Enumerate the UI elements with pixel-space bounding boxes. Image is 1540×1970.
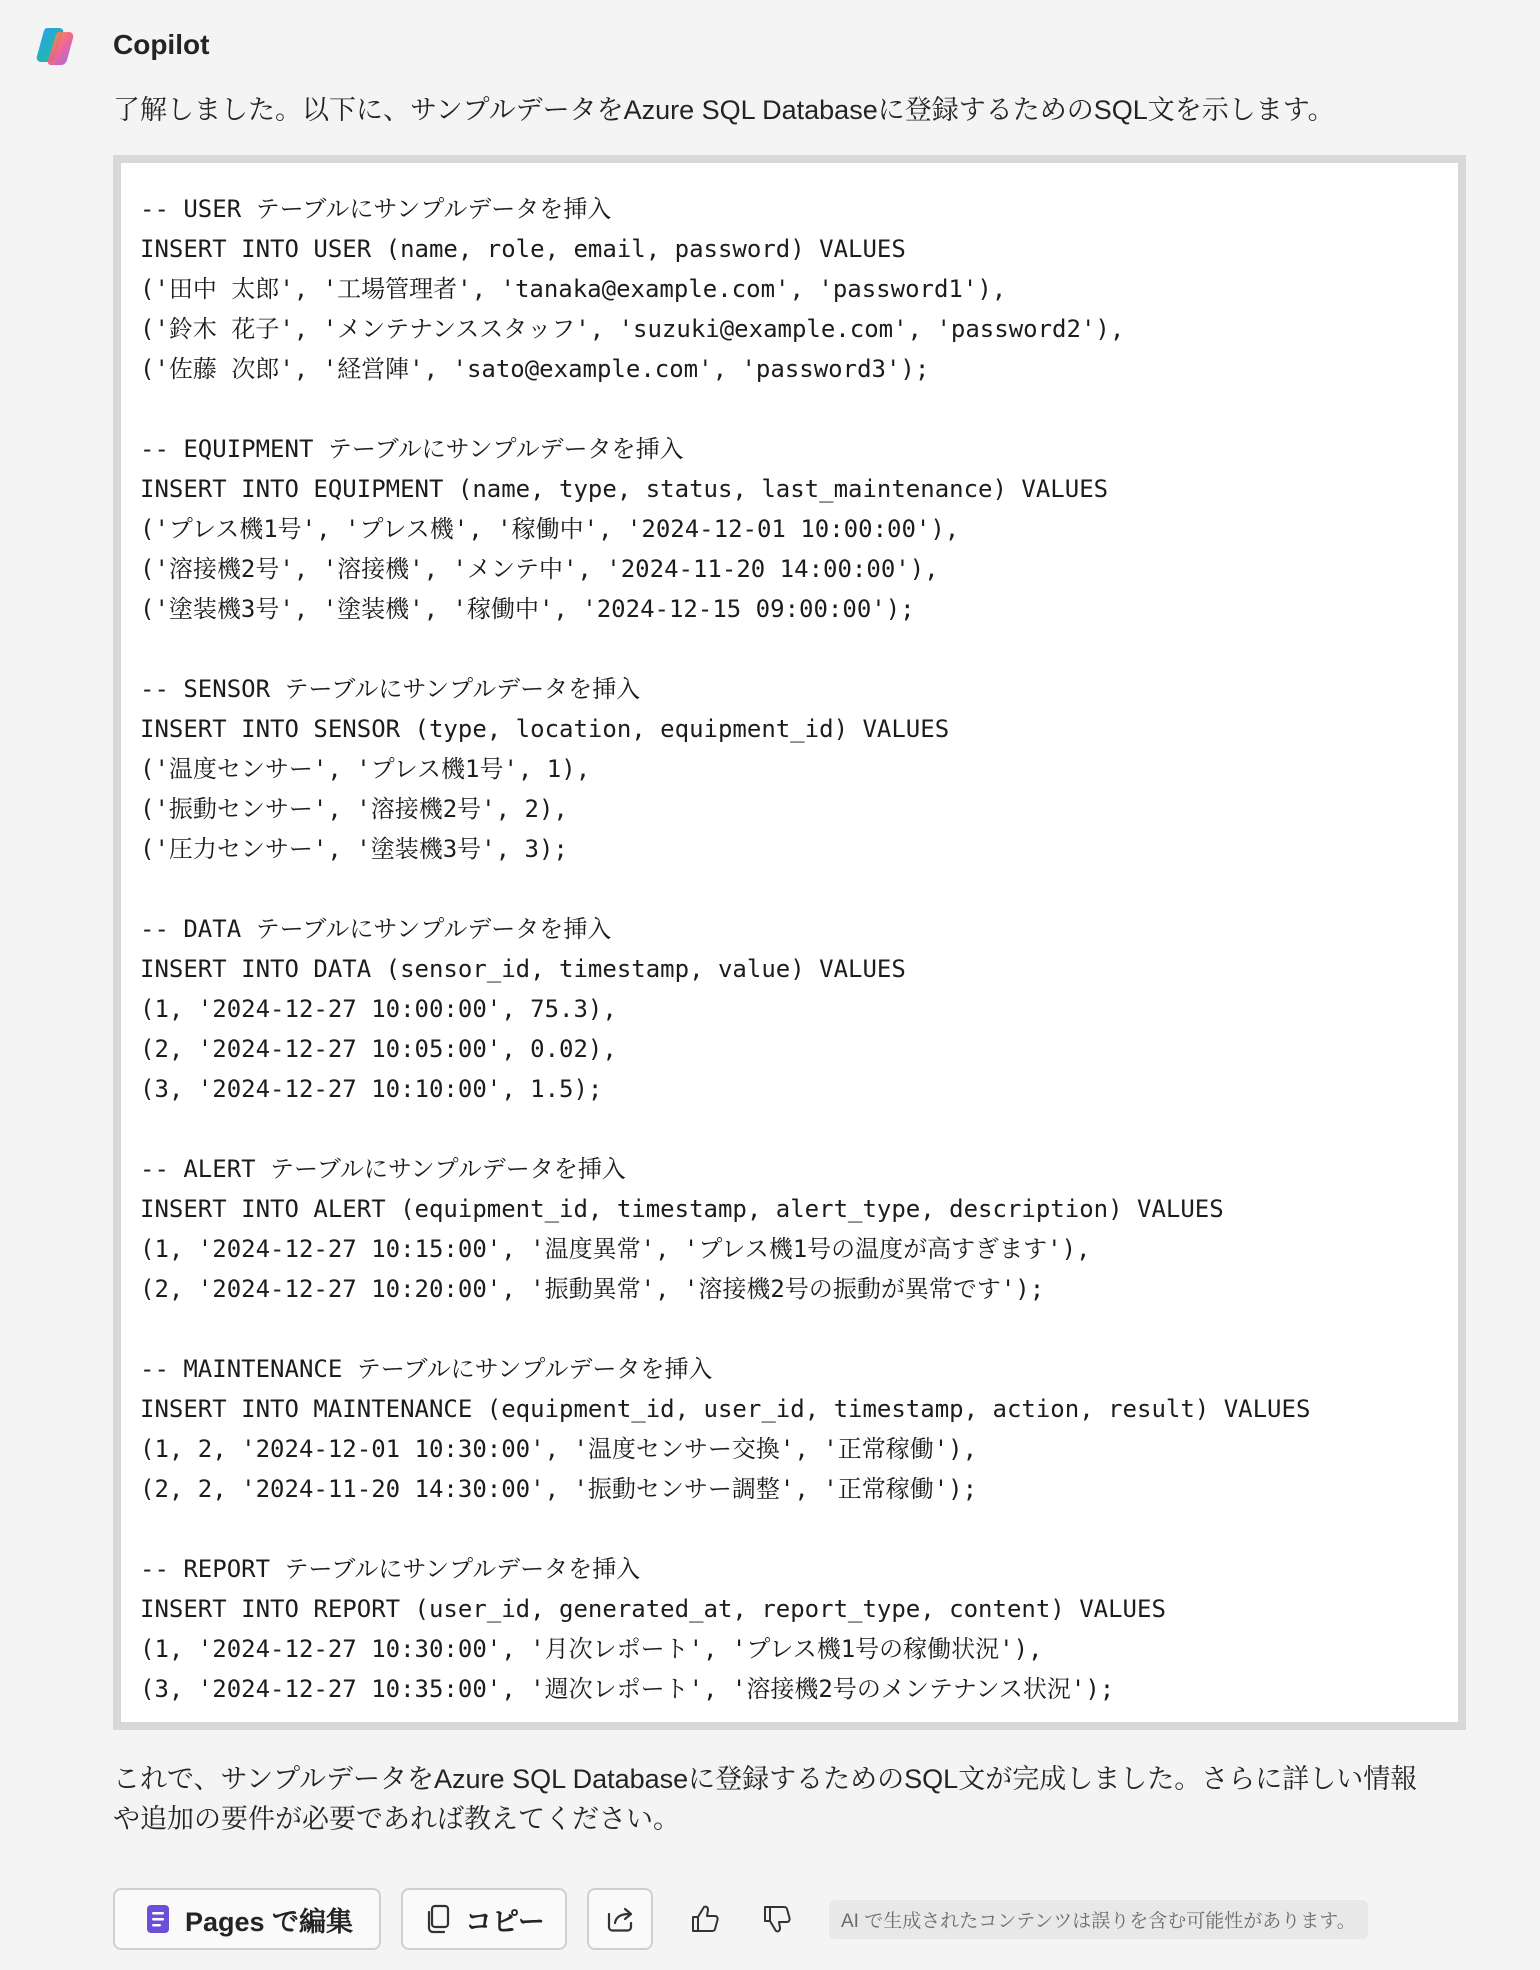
code-blank-line	[140, 1309, 1458, 1349]
code-line: -- DATA テーブルにサンプルデータを挿入	[140, 915, 612, 943]
code-line: ('佐藤 次郎', '経営陣', 'sato@example.com', 'password3');	[140, 355, 930, 383]
code-line: INSERT INTO SENSOR (type, location, equipment_id) VALUES	[140, 715, 950, 743]
code-blank-line	[140, 1109, 1458, 1149]
code-line: ('振動センサー', '溶接機2号', 2),	[140, 795, 568, 823]
code-blank-line	[140, 869, 1458, 909]
response-header	[33, 22, 209, 68]
code-line: (1, '2024-12-27 10:30:00', '月次レポート', 'プレス機1号の稼働状況'),	[140, 1635, 1043, 1663]
code-blank-line	[140, 1509, 1458, 1549]
pages-edit-label: Pages で編集	[185, 1906, 354, 1937]
code-line: (1, '2024-12-27 10:00:00', 75.3),	[140, 995, 617, 1023]
code-line: ('塗装機3号', '塗装機', '稼働中', '2024-12-15 09:00:00');	[140, 595, 915, 623]
action-bar	[113, 1887, 1368, 1951]
pages-edit-button[interactable]	[113, 1888, 381, 1950]
code-line: INSERT INTO USER (name, role, email, password) VALUES	[140, 235, 906, 263]
code-line: -- USER テーブルにサンプルデータを挿入	[140, 195, 612, 223]
intro-text: 了解しました。以下に、サンプルデータをAzure SQL Databaseに登録するためのSQL文を示します。	[113, 95, 1335, 125]
code-line: (1, 2, '2024-12-01 10:30:00', '温度センサー交換', '正常稼働'),	[140, 1435, 978, 1463]
code-line: (3, '2024-12-27 10:35:00', '週次レポート', '溶接機2号のメンテナンス状況');	[140, 1675, 1115, 1703]
share-button[interactable]	[587, 1888, 653, 1950]
thumbs-down-button[interactable]	[749, 1891, 805, 1947]
share-icon	[604, 1904, 636, 1934]
outro-text	[113, 1759, 1463, 1839]
code-line: (2, '2024-12-27 10:05:00', 0.02),	[140, 1035, 617, 1063]
code-blank-line	[140, 389, 1458, 429]
code-blank-line	[140, 629, 1458, 669]
ai-disclaimer: AI で生成されたコンテンツは誤りを含む可能性があります。	[829, 1900, 1368, 1939]
outro-line: これで、サンプルデータをAzure SQL Databaseに登録するためのSQL文が完成しました。さらに詳しい情報	[113, 1764, 1418, 1794]
code-line: ('鈴木 花子', 'メンテナンススタッフ', 'suzuki@example.com', 'password2'),	[140, 315, 1125, 343]
code-line: INSERT INTO ALERT (equipment_id, timestamp, alert_type, description) VALUES	[140, 1195, 1224, 1223]
code-line: -- ALERT テーブルにサンプルデータを挿入	[140, 1155, 626, 1183]
code-line: INSERT INTO EQUIPMENT (name, type, status, last_maintenance) VALUES	[140, 475, 1109, 503]
code-line: -- SENSOR テーブルにサンプルデータを挿入	[140, 675, 641, 703]
code-line: ('圧力センサー', '塗装機3号', 3);	[140, 835, 568, 863]
thumbs-up-button[interactable]	[677, 1891, 733, 1947]
code-line: (2, '2024-12-27 10:20:00', '振動異常', '溶接機2号の振動が異常です');	[140, 1275, 1045, 1303]
code-line: -- MAINTENANCE テーブルにサンプルデータを挿入	[140, 1355, 713, 1383]
code-line: INSERT INTO REPORT (user_id, generated_at, report_type, content) VALUES	[140, 1595, 1166, 1623]
code-line: ('温度センサー', 'プレス機1号', 1),	[140, 755, 591, 783]
code-line: ('溶接機2号', '溶接機', 'メンテ中', '2024-11-20 14:00:00'),	[140, 555, 939, 583]
pages-icon	[145, 1904, 171, 1934]
code-line: -- REPORT テーブルにサンプルデータを挿入	[140, 1555, 641, 1583]
code-line: (3, '2024-12-27 10:10:00', 1.5);	[140, 1075, 603, 1103]
code-line: ('プレス機1号', 'プレス機', '稼働中', '2024-12-01 10:00:00'),	[140, 515, 960, 543]
copy-icon	[425, 1904, 451, 1934]
copy-label: コピー	[465, 1906, 545, 1937]
thumbs-up-icon	[689, 1903, 721, 1935]
code-line: ('田中 太郎', '工場管理者', 'tanaka@example.com', 'password1'),	[140, 275, 1007, 303]
code-line: INSERT INTO MAINTENANCE (equipment_id, user_id, timestamp, action, result) VALUES	[140, 1395, 1311, 1423]
outro-line: や追加の要件が必要であれば教えてください。	[113, 1804, 680, 1834]
copilot-logo-icon	[33, 22, 79, 68]
code-line: INSERT INTO DATA (sensor_id, timestamp, value) VALUES	[140, 955, 906, 983]
copy-button[interactable]	[401, 1888, 567, 1950]
app-name: Copilot	[113, 29, 210, 60]
sql-code-block[interactable]	[113, 155, 1466, 1730]
thumbs-down-icon	[761, 1903, 793, 1935]
code-line: -- EQUIPMENT テーブルにサンプルデータを挿入	[140, 435, 684, 463]
code-line: (1, '2024-12-27 10:15:00', '温度異常', 'プレス機1号の温度が高すぎます'),	[140, 1235, 1091, 1263]
code-line: (2, 2, '2024-11-20 14:30:00', '振動センサー調整', '正常稼働');	[140, 1475, 978, 1503]
